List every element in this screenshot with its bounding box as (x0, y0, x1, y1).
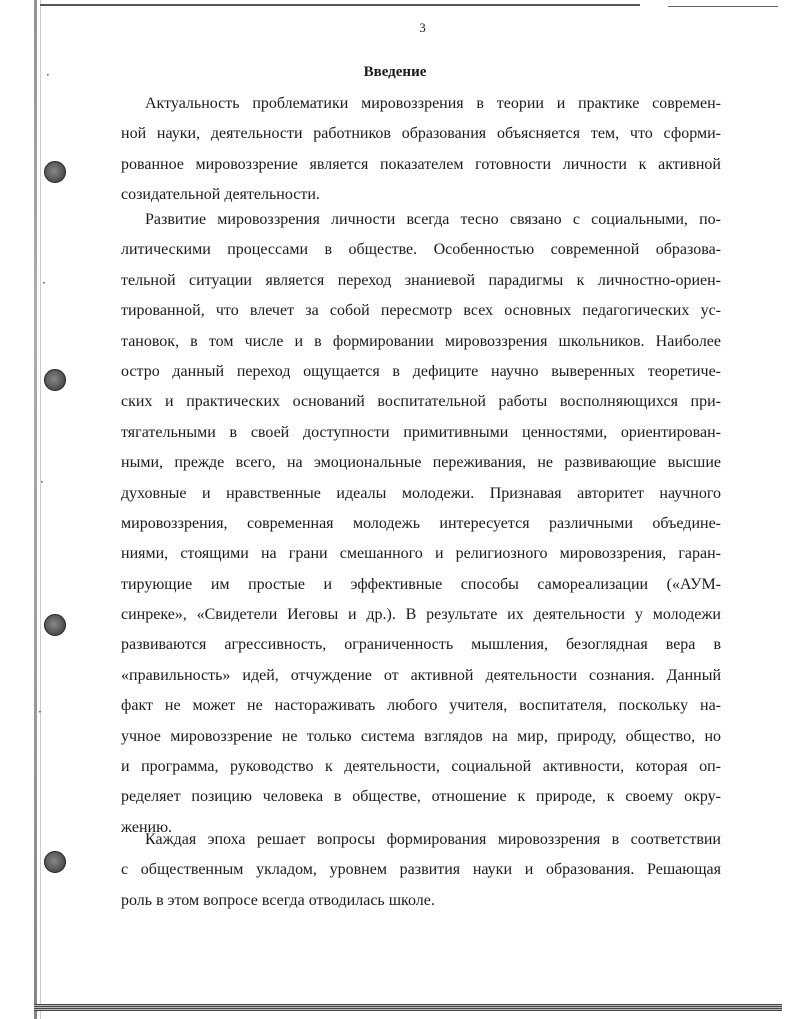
paragraph-2 (121, 205, 721, 843)
text-line: ными, прежде всего, на эмоциональные переживания, не развивающие высшие (121, 454, 721, 472)
scan-speck-icon: · (42, 276, 46, 290)
paragraph-3 (121, 825, 721, 916)
text-line: развиваются агрессивность, ограниченность мышления, безоглядная вера в (121, 636, 721, 654)
text-line: ределяет позицию человека в обществе, отношение к природе, к своему окру- (121, 788, 721, 806)
text-line: рованное мировоззрение является показателем готовности личности к активной (121, 155, 721, 173)
punch-hole-icon (44, 851, 66, 873)
text-line: синреке», «Свидетели Иеговы и др.). В результате их деятельности у молодежи (121, 606, 721, 624)
scan-top-edge (40, 4, 640, 6)
text-line: литическими процессами в обществе. Особенностью современной образова- (121, 241, 721, 259)
text-line: ских и практических оснований воспитательной работы восполняющихся при- (121, 393, 721, 411)
punch-hole-icon (44, 614, 66, 636)
scan-left-edge (34, 0, 37, 1019)
scan-left-edge-inner (40, 0, 41, 1019)
text-line: Актуальность проблематики мировоззрения в теории и практике современ- (145, 95, 721, 112)
text-line: учное мировоззрение не только система взглядов на мир, природу, общество, но (121, 727, 721, 745)
text-line: «правильность» идей, отчуждение от активной деятельности сознания. Данный (121, 666, 721, 684)
scan-top-edge-right (668, 6, 778, 7)
text-line: и программа, руководство к деятельности, социальной активности, которая оп- (121, 758, 721, 776)
text-line: тирующие им простые и эффективные способы самореализации («АУМ- (121, 575, 721, 593)
text-line: остро данный переход ощущается в дефиците научно выверенных теоретиче- (121, 362, 721, 380)
text-line: тированной, что влечет за собой пересмотр всех основных педагогических ус- (121, 302, 721, 320)
scan-speck-icon: · (38, 705, 42, 719)
text-line: тягательными в своей доступности примитивными ценностями, ориентирован- (121, 423, 721, 441)
scan-bottom-edge (34, 1004, 782, 1011)
page-number: 3 (419, 20, 426, 35)
text-line: жению. (121, 818, 173, 836)
text-line: с общественным укладом, уровнем развития науки и образования. Решающая (121, 861, 721, 879)
punch-hole-icon (44, 161, 66, 183)
text-line: Развитие мировоззрения личности всегда тесно связано с социальными, по- (145, 211, 721, 228)
text-line: Каждая эпоха решает вопросы формирования мировоззрения в соответствии (145, 831, 721, 848)
page-title: Введение (363, 64, 427, 80)
text-line: роль в этом вопросе всегда отводилась школе. (121, 891, 435, 909)
punch-hole-icon (44, 369, 66, 391)
text-line: тановок, в том числе и в формировании мировоззрения школьников. Наиболее (121, 332, 721, 350)
text-line: мировоззрения, современная молодежь интересуется различными объедине- (121, 514, 721, 532)
text-line: ниями, стоящими на грани смешанного и религиозного мировоззрения, гаран- (121, 545, 721, 563)
text-line: созидательной деятельности. (121, 186, 320, 204)
text-line: тельной ситуации является переход знаниевой парадигмы к личностно-ориен- (121, 271, 721, 289)
paragraph-1 (121, 89, 721, 211)
text-line: факт не может не настораживать любого учителя, воспитателя, поскольку на- (121, 697, 721, 715)
text-line: духовные и нравственные идеалы молодежи. Признавая авторитет научного (121, 484, 721, 502)
scan-speck-icon: · (40, 475, 44, 489)
scan-speck-icon: · (46, 68, 50, 82)
text-line: ной науки, деятельности работников образования объясняется тем, что сформи- (121, 125, 721, 143)
